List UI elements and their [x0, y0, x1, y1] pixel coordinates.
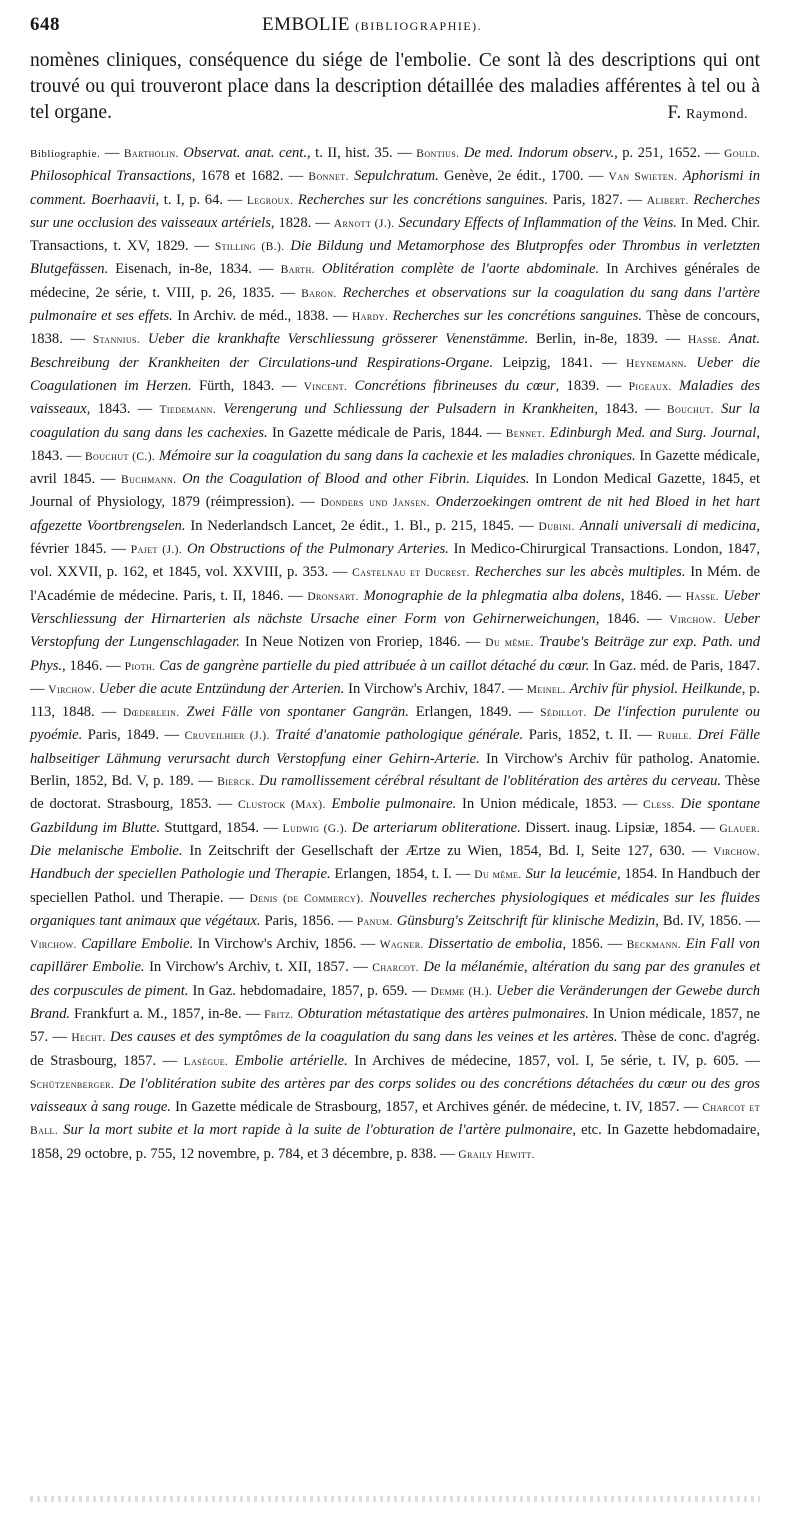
entry-details: , 1856. [562, 936, 604, 953]
entry-separator: — [685, 842, 714, 859]
entry-author: Panum. [356, 915, 393, 928]
entry-details: Erlangen, 1854, t. I. [330, 866, 452, 883]
entry-author: Hardy. [351, 311, 389, 324]
entry-title: Die Bildung und Metamorphose des Blutpropfes oder Thrombus in verletzten Blutgefässen. [30, 238, 761, 278]
bibliography-entry [393, 145, 701, 161]
entry-author: Denis (de Commercy). [249, 892, 364, 905]
running-title [262, 14, 482, 36]
entry-details: Thèse de concours, 1838. [30, 308, 760, 348]
entry-author: Donders und Jansen. [320, 497, 430, 510]
entry-author: Stilling (B.). [214, 241, 285, 254]
entry-details: In Gazette médicale de Paris, 1844. [267, 424, 483, 441]
entry-separator: — [617, 796, 644, 813]
entry-details: In Neue Notizen von Froriep, 1846. [239, 634, 461, 651]
entry-details: , 1846. [62, 657, 103, 674]
page-number: 648 [30, 14, 60, 35]
running-title-sub: (BIBLIOGRAPHIE). [355, 19, 483, 33]
entry-separator: — [188, 238, 215, 255]
entry-title: Recherches et observations sur la coagulation du sang dans l'artère pulmonaire et ses effets. [30, 284, 760, 325]
entry-separator: — [328, 564, 353, 581]
entry-author: Barth. [280, 264, 315, 277]
entry-author: Du même. [485, 637, 534, 650]
entry-author: Bouchut. [666, 404, 714, 417]
entry-separator: — [48, 1029, 72, 1046]
bibliography-entry [159, 727, 632, 743]
bibliography-entry [102, 658, 760, 674]
bibliography-entry [437, 1146, 535, 1162]
entry-author: Tiedemann. [159, 404, 216, 417]
entry-details: In Med. Chir. Transactions, t. XV, 1829. [30, 214, 761, 255]
bibliography-entry [30, 681, 505, 697]
intro-paragraph [30, 48, 760, 128]
entry-author: Meinel. [526, 683, 566, 696]
bottom-rule [30, 1496, 760, 1502]
entry-author: Schützenberger. [30, 1078, 115, 1091]
entry-separator: — [328, 308, 352, 325]
entry-title: Verengerung und Schliessung der Pulsadern in Krankheiten [223, 401, 595, 418]
entry-author: Graily Hewitt. [458, 1148, 535, 1161]
entry-author: Dubini. [538, 520, 575, 533]
entry-title: Ueber Verstopfung der Lungenschlagader. [30, 610, 760, 651]
bibliography-entry [105, 145, 393, 161]
bibliography [30, 142, 760, 1166]
entry-details: Genève, 2e édit., 1700. [438, 168, 584, 185]
entry-title: Sur la mort subite et la mort rapide à la suite de l'obturation de l'artère pulmonaire [63, 1122, 573, 1139]
entry-author: Legroux. [246, 194, 294, 207]
entry-title: Des causes et des symptômes de la coagulation du sang dans les veines et les artères. [110, 1029, 618, 1046]
entry-title: Ueber die krankhafte Verschliessung grösserer Venenstämme. [147, 331, 529, 348]
entry-title: Die melanische Embolie. [30, 842, 183, 859]
bibliography-entry [334, 913, 741, 929]
entry-author: Van Swieten. [608, 171, 678, 184]
entry-title: Embolie pulmonaire. [331, 796, 457, 813]
entry-author: Bartholin. [123, 148, 179, 160]
entry-separator: — [407, 982, 431, 999]
entry-author: Glauer. [719, 822, 760, 835]
author-signature [30, 100, 760, 128]
entry-author: Bouchut (C.). [84, 450, 156, 463]
entry-separator: — [603, 936, 627, 953]
entry-details: , février 1845. [30, 517, 760, 558]
entry-title: Ueber die Veränderungen der Gewebe durch Brand. [30, 982, 761, 1022]
entry-title: Die spontane Gazbildung im Blutte. [30, 796, 761, 836]
entry-author: Vincent. [303, 380, 348, 393]
entry-title: Drei Fälle halbseitiger Lähmung verursacht durch Verstopfung einer Gehirn-Arterie. [30, 727, 761, 767]
entry-details: Thèse de conc. d'agrég. de Strasbourg, 1857. [30, 1029, 761, 1069]
entry-separator: — [62, 447, 85, 464]
entry-details: Paris, 1827. [548, 191, 623, 208]
entry-author: Bennet. [505, 427, 546, 440]
entry-separator: — [679, 1099, 703, 1116]
entry-separator: — [283, 168, 309, 185]
entry-details: In Archives de médecine, 1857, vol. I, 5e série, t. IV, p. 605. [347, 1052, 739, 1069]
entry-author: Hasse. [685, 590, 719, 603]
entry-separator: — [106, 541, 131, 558]
entry-title: De l'infection purulente ou pyoémie. [30, 704, 761, 744]
entry-details: , Bd. IV, 1856. [655, 912, 742, 929]
entry-separator: — [223, 191, 247, 208]
entry-separator: — [460, 634, 486, 651]
entry-separator: — [356, 936, 380, 953]
entry-separator: — [130, 401, 160, 418]
entry-details: Leipzig, 1841. [493, 354, 593, 371]
entry-separator: — [637, 401, 667, 418]
bibliography-entry [259, 820, 696, 836]
entry-separator: — [482, 424, 506, 441]
entry-separator: — [741, 912, 761, 929]
bibliography-entry [284, 588, 662, 604]
entry-author: Lasègue. [183, 1055, 229, 1068]
entry-details: In Gaz. hebdomadaire, 1857, p. 659. [188, 982, 408, 999]
entry-title: Traité d'anatomie pathologique générale. [275, 727, 524, 744]
entry-author: Clustock (Max). [238, 799, 326, 812]
entry-title: On the Coagulation of Blood and other Fibrin. Liquides. [182, 471, 530, 488]
entry-title: Sepulchratum. [354, 168, 439, 185]
entry-author: Virchow. [48, 683, 96, 696]
entry-title: Philosophical Transactions [30, 168, 192, 185]
entry-title: Handbuch der speciellen Pathologie und Therapie. [30, 866, 331, 883]
entry-separator: — [252, 261, 281, 278]
entry-details: , 1846. [620, 587, 662, 604]
entry-separator: — [311, 214, 334, 231]
entry-details: , 1839. [555, 377, 600, 394]
running-title-main: EMBOLIE [262, 14, 350, 35]
entry-title: Aphorismi in comment. Boerhaavii [30, 168, 761, 208]
entry-title: Mémoire sur la coagulation du sang dans la cachexie et les maladies chroniques. [159, 447, 636, 464]
signature-initial: F. [667, 102, 682, 123]
entry-details: In Virchow's Archiv, 1847. [344, 680, 505, 697]
entry-details: In Gaz. méd. de Paris, 1847. [589, 657, 760, 674]
entry-details: Erlangen, 1849. [408, 704, 512, 721]
entry-details: , etc. In Gazette hebdomadaire, 1858, 29 octobre, p. 755, 12 novembre, p. 784, et 3 décembre, p. 838. [30, 1122, 760, 1162]
entry-details: , t. I, p. 64. [155, 191, 224, 208]
entry-separator: — [695, 819, 720, 836]
entry-title: Du ramollissement cérébral résultant de l'oblitération des artères du cerveau. [258, 773, 722, 790]
entry-title: Cas de gangrène partielle du pied attribuée à un caillot détaché du cœur. [159, 657, 590, 674]
entry-title: Günsburg's Zeitschrift für klinische Medizin [396, 912, 656, 929]
entry-separator: — [657, 331, 688, 348]
signature-name: Raymond. [686, 107, 748, 122]
entry-title: De med. Indorum observ. [463, 145, 615, 161]
entry-title: Oblitération complète de l'aorte abdominale. [321, 261, 600, 278]
bibliography-entry [130, 401, 637, 417]
entry-details: In Zeitschrift der Gesellschaft der Ærtze zu Wien, 1854, Bd. I, Seite 127, 630. [182, 842, 686, 859]
entry-title: Sur la leucémie [525, 866, 617, 883]
entry-separator: — [639, 610, 670, 627]
entry-title: Anat. Beschreibung der Krankheiten der Circulations-und Respirations-Organe. [30, 331, 761, 371]
entry-author: Fritz. [264, 1008, 294, 1021]
entry-author: Virchow. [669, 613, 717, 626]
entry-separator: — [583, 168, 609, 185]
entry-details: , 1843. [86, 401, 131, 418]
entry-title: De l'oblitération subite des artères par des corps solides ou des concrétions détachées du cœur ou des gros vaisseaux à sang rouge. [30, 1075, 760, 1116]
entry-details: In Union médicale, 1857, ne 57. [30, 1005, 761, 1046]
entry-author: Pigeaux. [628, 380, 672, 393]
bibliography-entry [212, 796, 617, 812]
entry-separator: — [102, 657, 125, 674]
entry-details: Frankfurt a. M., 1857, in-8e. [70, 1005, 242, 1022]
entry-title: De la mélanémie, altération du sang par des granules et des corpuscules de piment. [30, 959, 760, 999]
entry-title: Onderzoekingen omtrent de nit hed Bloed in het hart afgezette Voortbrengselen. [30, 494, 760, 534]
entry-details: In Union médicale, 1853. [456, 796, 618, 813]
entry-separator: — [104, 145, 124, 161]
entry-title: Recherches sur les abcès multiples. [474, 564, 686, 581]
entry-title: Zwei Fälle von spontaner Gangrän. [186, 704, 409, 721]
entry-details: In Archives générales de médecine, 2e série, t. VIII, p. 26, 1835. [30, 261, 760, 301]
entry-title: Embolie artérielle. [234, 1052, 348, 1069]
entry-details: , t. II, hist. 35. [307, 145, 393, 161]
entry-author: Buchmann. [121, 474, 177, 487]
entry-separator: — [62, 331, 93, 348]
entry-details: , 1828. [270, 214, 312, 231]
entry-details: Berlin, in-8e, 1839. [528, 331, 658, 348]
entry-author: Hecht. [71, 1032, 106, 1045]
entry-details: , 1843. [30, 424, 761, 464]
entry-details: Stuttgard, 1854. [160, 819, 260, 836]
bibliography-entry [283, 168, 583, 184]
entry-author: Wagner. [379, 939, 424, 952]
entry-author: Beckmann. [626, 939, 682, 952]
entry-separator: — [30, 680, 49, 697]
bibliography-entry [274, 378, 599, 394]
entry-title: Ueber die Coagulationen im Herzen. [30, 354, 761, 394]
entry-separator: — [451, 866, 475, 883]
entry-details: , p. 113, 1848. [30, 680, 761, 721]
entry-separator: — [95, 471, 122, 488]
entry-separator: — [159, 727, 185, 744]
entry-separator: — [274, 284, 302, 301]
entry-title: On Obstructions of the Pulmonary Arteries. [187, 541, 449, 558]
entry-details: Fürth, 1843. [191, 377, 275, 394]
entry-title: Traube's Beiträge zur exp. Path. und Phys. [30, 634, 761, 674]
entry-author: Bierck. [217, 776, 255, 789]
entry-author: Bontius. [416, 148, 460, 160]
entry-title: Archiv für physiol. Heilkunde [569, 680, 742, 697]
bibliography-entry [223, 192, 623, 208]
entry-author: Pioth. [124, 660, 156, 673]
intro-text: nomènes cliniques, conséquence du siége de l'embolie. Ce sont là des descriptions qui ont trouvé ou qui trouveront place dans la description détaillée des maladies afférentes à tel ou à tel organe. [30, 50, 760, 123]
entry-separator: — [294, 494, 321, 511]
entry-details: , 1843. [594, 401, 638, 418]
entry-title: Monographie de la phlegmatia alba dolens [363, 587, 621, 604]
entry-separator: — [700, 145, 725, 161]
entry-details: In Gazette médicale, avril 1845. [30, 447, 760, 488]
entry-title: Ueber die acute Entzündung der Arterien. [98, 680, 345, 697]
entry-title: Capillare Embolie. [81, 936, 194, 953]
entry-details: Paris, 1856. [260, 912, 335, 929]
entry-author: Baron. [301, 287, 337, 300]
entry-title: Nouvelles recherches physiologiques et médicales sur les fluides organiques tant animaux que végétaux. [30, 889, 760, 929]
entry-author: Dronsart. [307, 590, 359, 603]
entry-title: Ein Fall von capillärer Embolie. [30, 936, 760, 976]
entry-details: , p. 251, 1652. [614, 145, 701, 161]
entry-details: In London Medical Gazette, 1845, et Journal of Physiology, 1879 (réimpression). [30, 471, 761, 511]
entry-separator: — [193, 773, 218, 790]
entry-author: Charcot et Ball. [30, 1102, 761, 1138]
entry-author: Cruveilhier (J.). [184, 730, 270, 743]
entry-author: Hasse. [687, 334, 722, 347]
entry-separator: — [632, 727, 658, 744]
entry-title: Maladies des vaisseaux [30, 377, 761, 418]
entry-details: , 1846. [595, 610, 640, 627]
entry-title: Observat. anat. cent. [183, 145, 307, 161]
running-head [30, 14, 760, 48]
entry-separator: — [259, 819, 283, 836]
entry-details: In Mém. de l'Académie de médecine. Paris, t. II, 1846. [30, 564, 760, 604]
entry-details: , 1678 et 1682. [191, 168, 284, 185]
entry-details: In Archiv. de méd., 1838. [172, 308, 329, 325]
entry-details: Thèse de doctorat. Strasbourg, 1853. [30, 773, 760, 813]
entry-details: , 1854. In Handbuch der speciellen Pathol. und Therapie. [30, 866, 760, 906]
entry-title: Sur la coagulation du sang dans les cachexies. [30, 401, 760, 441]
entry-title: Concrétions fibrineuses du cœur [354, 377, 556, 394]
entry-separator: — [156, 1052, 184, 1069]
entry-separator: — [94, 704, 124, 721]
bibliography-entry [63, 331, 658, 347]
entry-author: Castelnau et Ducrest. [352, 567, 470, 580]
entry-author: Dœderlein. [123, 707, 180, 720]
entry-title: Annali universali di medicina [579, 517, 757, 534]
entry-title: Obturation métastatique des artères pulmonaires. [297, 1005, 589, 1022]
entry-author: Du même. [474, 869, 522, 882]
entry-details: Dissert. inaug. Lipsiæ, 1854. [520, 819, 696, 836]
bibliography-entry [95, 704, 512, 720]
entry-details: Eisenach, in-8e, 1834. [108, 261, 253, 278]
entry-title: Ueber Verschliessung der Hirnarterien als nächste Ursache einer Form von Gehirnerweichungen [30, 587, 760, 627]
entry-author: Gould. [724, 148, 760, 160]
entry-author: Sédillot. [540, 707, 587, 720]
entry-separator: — [599, 377, 629, 394]
entry-separator: — [283, 587, 308, 604]
entry-title: Edinburgh Med. and Surg. Journal [549, 424, 757, 441]
entry-title: Recherches sur les concrétions sanguines. [392, 308, 643, 325]
entry-title: Dissertatio de embolia [428, 936, 563, 953]
entry-author: Arnott (J.). [333, 217, 395, 230]
entry-separator: — [223, 889, 250, 906]
entry-separator: — [514, 517, 539, 534]
entry-details: In Gazette médicale de Strasbourg, 1857, et Archives génér. de médecine, t. IV, 1857. [171, 1099, 680, 1116]
bibliography-entry [156, 1053, 739, 1069]
entry-separator: — [392, 145, 417, 161]
bibliography-heading: Bibliographie. [30, 148, 101, 160]
entry-author: Virchow. [713, 845, 760, 858]
entry-author: Cless. [643, 799, 675, 812]
entry-separator: — [241, 1005, 265, 1022]
entry-separator: — [436, 1145, 459, 1162]
entry-details: Paris, 1849. [82, 727, 159, 744]
entry-title: Secundary Effects of Inflammation of the Veins. [398, 214, 677, 231]
entry-author: Ludwig (G.). [282, 822, 348, 835]
entry-separator: — [592, 354, 627, 371]
entry-separator: — [738, 1052, 761, 1069]
entry-author: Bonnet. [308, 171, 349, 184]
entry-author: Charcot. [372, 962, 419, 975]
entry-author: Virchow. [30, 939, 77, 952]
entry-title: Recherches sur une occlusion des vaisseaux artériels [30, 191, 761, 231]
entry-title: De arteriarum obliteratione. [351, 819, 521, 836]
entry-author: Stannius. [92, 334, 141, 347]
bibliography-entry [356, 936, 603, 952]
entry-author: Demme (H.). [430, 985, 493, 998]
entry-author: Heynemann. [626, 357, 688, 370]
entry-separator: — [211, 796, 239, 813]
entry-details: Paris, 1852, t. II. [523, 727, 633, 744]
entry-details: In Virchow's Archiv für patholog. Anatomie. Berlin, 1852, Bd. V, p. 189. [30, 750, 760, 790]
entry-separator: — [348, 959, 373, 976]
entry-separator: — [511, 704, 541, 721]
entry-separator: — [661, 587, 686, 604]
entry-separator: — [622, 191, 647, 208]
entry-author: Ruhle. [657, 730, 692, 743]
entry-details: In Medico-Chirurgical Transactions. London, 1847, vol. XXVII, p. 162, et 1845, vol. XXVIII, p. 353. [30, 541, 760, 581]
entry-details: In Virchow's Archiv, 1856. [193, 936, 357, 953]
entry-separator: — [334, 912, 357, 929]
entry-author: Pajet (J.). [130, 544, 183, 557]
entry-author: Alibert. [646, 194, 689, 207]
entry-title: Recherches sur les concrétions sanguines. [297, 191, 549, 208]
entry-details: In Virchow's Archiv, t. XII, 1857. [144, 959, 349, 976]
entry-details: In Nederlandsch Lancet, 2e édit., 1. Bl., p. 215, 1845. [185, 517, 515, 534]
entry-separator: — [274, 377, 304, 394]
entry-separator: — [504, 680, 527, 697]
